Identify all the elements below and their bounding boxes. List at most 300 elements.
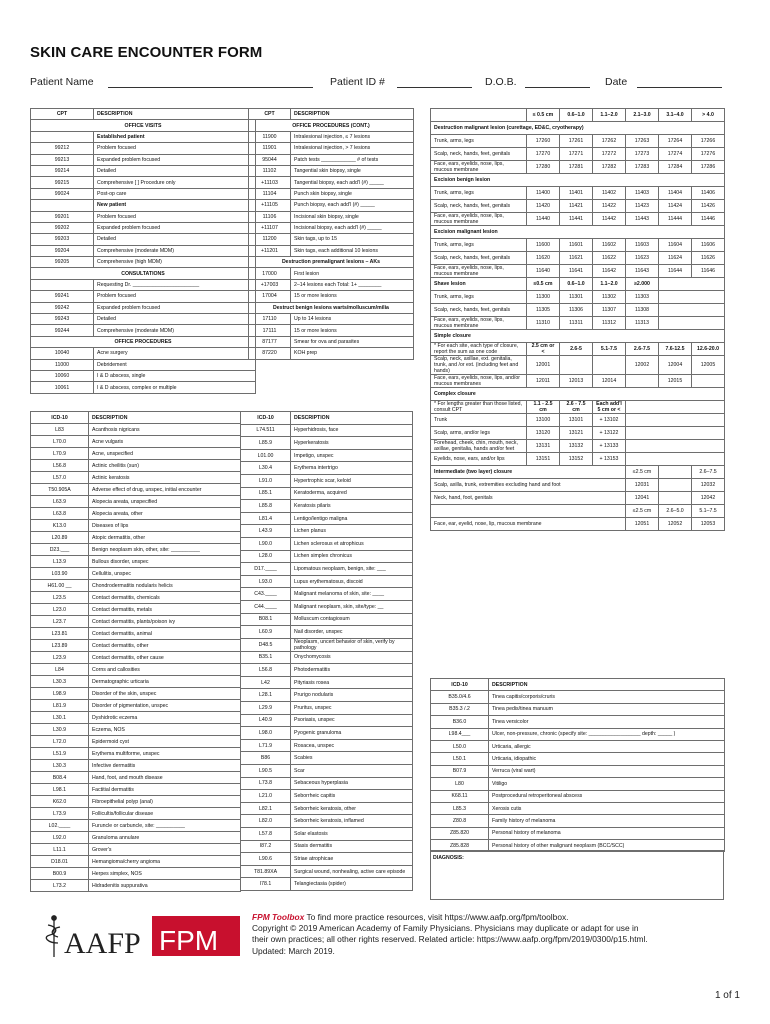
cpt-code: 11106: [249, 211, 291, 222]
cpt-description: Acne surgery: [94, 348, 256, 359]
section-heading: Shave lesion: [431, 278, 527, 291]
icd-description: Actinic cheilitis (sun): [89, 460, 241, 472]
icd-code: B00.9: [31, 868, 89, 880]
table-row: [249, 131, 414, 142]
table-row: [431, 356, 725, 375]
cpt-description: Tangential biopsy, each add'l (#) _____: [291, 177, 414, 188]
empty-cell: [659, 278, 725, 291]
icd-code: C43.____: [241, 588, 291, 601]
size-column-header: ≤2.5 cm: [626, 466, 659, 479]
table-row: [31, 796, 241, 808]
procedure-code: 13131: [527, 440, 560, 453]
icd-code: B35.1: [241, 651, 291, 664]
cpt-code: +11107: [249, 222, 291, 233]
size-column-header: 12.6-20.0: [692, 343, 725, 356]
icd-code: L20.89: [31, 532, 89, 544]
table-row: [31, 568, 241, 580]
procedure-code: 17286: [692, 161, 725, 174]
icd-code: D48.5: [241, 638, 291, 651]
icd-description: Solar elastosis: [291, 828, 413, 841]
size-column-header: Each add'l 5 cm or <: [593, 401, 626, 414]
icd-description: Pyogenic granuloma: [291, 727, 413, 740]
empty-cell: [659, 304, 725, 317]
table-row: [31, 302, 256, 313]
table-row: [431, 252, 725, 265]
note-text: * For each site, each type of closure, report the sum as one code: [431, 343, 527, 356]
table-row: [31, 580, 241, 592]
size-column-header: 0.6–1.0: [560, 278, 593, 291]
procedure-code: 11441: [560, 213, 593, 226]
icd-code: B35.3 /.2: [431, 703, 489, 715]
icd-code: L02.____: [31, 820, 89, 832]
table-row: [31, 844, 241, 856]
cpt-table-left: [30, 108, 256, 394]
section-heading: Intermediate (two layer) closure: [431, 466, 626, 479]
table-row: [241, 626, 413, 639]
icd-description: Malignant melanoma of skin, site: ____: [291, 588, 413, 601]
table-row: [31, 820, 241, 832]
table-row: [431, 239, 725, 252]
table-row: [31, 520, 241, 532]
procedure-code: 11604: [659, 239, 692, 252]
size-column-header: 2.1–3.0: [626, 109, 659, 122]
cpt-description: Requesting Dr. _______________________: [94, 279, 256, 290]
table-row: [431, 778, 725, 790]
table-row: [31, 382, 256, 393]
table-row: [431, 753, 725, 765]
table-row: [31, 234, 256, 245]
icd-code: B08.1: [241, 613, 291, 626]
icd-description: Alopecia areata, other: [89, 508, 241, 520]
procedure-code: 17273: [626, 148, 659, 161]
table-row: [241, 865, 413, 878]
procedure-code: 12032: [692, 479, 725, 492]
icd-description: Family history of melanoma: [489, 815, 725, 827]
table-row: [31, 314, 256, 325]
table-row: [31, 724, 241, 736]
table-row: [31, 268, 256, 279]
cpt-code: 99201: [31, 211, 94, 222]
procedure-code: [560, 356, 593, 375]
table-row: [431, 479, 725, 492]
icd-code: B36.0: [431, 716, 489, 728]
table-row: [241, 727, 413, 740]
procedure-code: 11422: [593, 200, 626, 213]
procedure-code: 11640: [527, 265, 560, 278]
table-row: [249, 188, 414, 199]
table-row: [31, 784, 241, 796]
table-row: [31, 748, 241, 760]
table-row: [249, 314, 414, 325]
procedure-code: 17260: [527, 135, 560, 148]
icd-code: L30.3: [31, 760, 89, 772]
section-heading: Destruct benign lesions warts/molluscum/milia: [249, 302, 414, 313]
procedure-code: 11313: [626, 317, 659, 330]
icd-description: Scar: [291, 765, 413, 778]
table-row: [431, 200, 725, 213]
icd-description: Acne vulgaris: [89, 436, 241, 448]
size-column-header: 1.1 - 2.5 cm: [527, 401, 560, 414]
cpt-description: 2–14 lesions each Total: 1+ ________: [291, 279, 414, 290]
icd-description: Stasis dermatitis: [291, 840, 413, 853]
procedure-code: + 13122: [593, 427, 626, 440]
table-row: [431, 135, 725, 148]
table-row: [431, 427, 725, 440]
cpt-code: 11900: [249, 131, 291, 142]
table-row: [31, 700, 241, 712]
cpt-code: 10061: [31, 382, 94, 393]
procedure-code: 12053: [692, 518, 725, 531]
table-row: [431, 790, 725, 802]
aafp-logo-text: AAFP: [64, 927, 141, 959]
table-row: [241, 537, 413, 550]
table-row: [241, 512, 413, 525]
icd-code: H61.00 __: [31, 580, 89, 592]
icd-description: Seborrheic keratosis, inflamed: [291, 815, 413, 828]
procedure-code: 11643: [626, 265, 659, 278]
table-row: [31, 279, 256, 290]
icd-code: L90.0: [241, 537, 291, 550]
procedure-code: [659, 492, 692, 505]
table-row: [431, 728, 725, 740]
cpt-description: Problem focused: [94, 143, 256, 154]
procedure-code: 12015: [659, 375, 692, 388]
procedure-code: 11400: [527, 187, 560, 200]
icd-code: L81.4: [241, 512, 291, 525]
cpt-code: 11102: [249, 165, 291, 176]
icd-code: B08.4: [31, 772, 89, 784]
table-row: [241, 474, 413, 487]
procedure-code: 17276: [692, 148, 725, 161]
icd-description: Urticaria, idiopathic: [489, 753, 725, 765]
icd-description: Urticaria, allergic: [489, 740, 725, 752]
icd-code: L74.511: [241, 424, 291, 437]
icd-code: T50.905A: [31, 484, 89, 496]
table-row: [31, 808, 241, 820]
cpt-code: 99024: [31, 188, 94, 199]
table-row: [31, 460, 241, 472]
table-row: [31, 868, 241, 880]
procedure-code: 12041: [626, 492, 659, 505]
procedure-code: 11621: [560, 252, 593, 265]
icd-code: L73.8: [241, 777, 291, 790]
table-row: [31, 760, 241, 772]
cpt-code: 99202: [31, 222, 94, 233]
cpt-description: Intralesional injection, ≤ 7 lesions: [291, 131, 414, 142]
cpt-code: 17000: [249, 268, 291, 279]
icd-description: Contact dermatitis, other cause: [89, 652, 241, 664]
fpm-logo-text: FPM: [159, 925, 219, 956]
icd-description: Diseases of lips: [89, 520, 241, 532]
size-column-header: 7.6-12.5: [659, 343, 692, 356]
table-row: [241, 525, 413, 538]
table-row: [249, 279, 414, 290]
procedure-code: 17284: [659, 161, 692, 174]
icd-code: L30.1: [31, 712, 89, 724]
cpt-code: 11000: [31, 359, 94, 370]
diagnosis-box[interactable]: [430, 850, 724, 900]
icd-header: ICD-10: [31, 412, 89, 424]
icd-code: L23.7: [31, 616, 89, 628]
table-row: [241, 651, 413, 664]
procedure-code: 11426: [692, 200, 725, 213]
table-row: [31, 664, 241, 676]
procedure-code: 11442: [593, 213, 626, 226]
icd-code: L40.9: [241, 714, 291, 727]
icd-description: Photodermatitis: [291, 664, 413, 677]
size-column-header: 1.1–2.0: [593, 109, 626, 122]
icd-code: L72.0: [31, 736, 89, 748]
icd-description: Adverse effect of drug, unspec, initial encounter: [89, 484, 241, 496]
procedure-code: 12004: [659, 356, 692, 375]
cpt-description: Punch biopsy, each add'l (#) _____: [291, 200, 414, 211]
table-row: [249, 302, 414, 313]
table-row: [31, 880, 241, 892]
cpt-code: [31, 279, 94, 290]
empty-cell: [626, 440, 725, 453]
icd-description: Personal history of melanoma: [489, 827, 725, 839]
icd-code: B07.9: [431, 765, 489, 777]
icd-code: L70.9: [31, 448, 89, 460]
cpt-code: 17004: [249, 291, 291, 302]
table-row: [249, 234, 414, 245]
table-row: [249, 245, 414, 256]
cpt-code: 99213: [31, 154, 94, 165]
table-row: [31, 772, 241, 784]
cpt-code: 87220: [249, 348, 291, 359]
table-row: [241, 550, 413, 563]
icd-description: Contact dermatitis, metals: [89, 604, 241, 616]
table-row: [431, 703, 725, 715]
cpt-description: Patch tests ____________ # of tests: [291, 154, 414, 165]
patient-name-field[interactable]: [108, 87, 313, 88]
table-row: [431, 414, 725, 427]
cpt-description: First lesion: [291, 268, 414, 279]
procedure-code: 11402: [593, 187, 626, 200]
icd-table-right: [430, 678, 725, 852]
cpt-description: I & D abscess, single: [94, 370, 256, 381]
patient-id-field[interactable]: [397, 87, 472, 88]
icd-code: L85.3: [431, 802, 489, 814]
cpt-description: Problem focused: [94, 291, 256, 302]
table-row: [31, 359, 256, 370]
icd-description: Follicultis/follicular disease: [89, 808, 241, 820]
table-row: [431, 815, 725, 827]
table-row: [241, 714, 413, 727]
icd-code: L30.9: [31, 724, 89, 736]
table-row: [31, 200, 256, 211]
procedure-code: 13132: [560, 440, 593, 453]
size-column-header: 2.6-5: [560, 343, 593, 356]
icd-code: Z85.820: [431, 827, 489, 839]
icd-code: L85.9: [241, 437, 291, 450]
note-text: * For lengths greater than those listed, consult CPT: [431, 401, 527, 414]
table-row: [431, 388, 725, 401]
cpt-description: KOH prep: [291, 348, 414, 359]
cpt-code: 99243: [31, 314, 94, 325]
cpt-description: Up to 14 lesions: [291, 314, 414, 325]
procedure-code: 17263: [626, 135, 659, 148]
cpt-code: 99241: [31, 291, 94, 302]
procedure-code: 11606: [692, 239, 725, 252]
icd-code: L03.90: [31, 568, 89, 580]
icd-description: Eczema, NOS: [89, 724, 241, 736]
procedure-code: 12042: [692, 492, 725, 505]
icd-description: Malignant neoplasm, skin, site/type: __: [291, 600, 413, 613]
procedure-code: 12052: [659, 518, 692, 531]
icd-description: Nail disorder, unspec: [291, 626, 413, 639]
procedure-code: 12011: [527, 375, 560, 388]
empty-cell: [431, 109, 527, 122]
icd-code: L80: [431, 778, 489, 790]
icd-code: D17.____: [241, 563, 291, 576]
icd-description: Epidermoid cyst: [89, 736, 241, 748]
site-label: Neck, hand, foot, genitals: [431, 492, 626, 505]
icd-description: Disorder of pigmentation, unspec: [89, 700, 241, 712]
icd-code: K68.11: [431, 790, 489, 802]
table-row: [249, 165, 414, 176]
table-row: [431, 765, 725, 777]
procedure-code: 11626: [692, 252, 725, 265]
size-column-header: ≤ 0.5 cm: [527, 109, 560, 122]
cpt-code: 95044: [249, 154, 291, 165]
table-row: [431, 453, 725, 466]
cpt-table-middle: [248, 108, 414, 360]
procedure-code: 17281: [560, 161, 593, 174]
icd-description: Pityriasis rosea: [291, 676, 413, 689]
icd-description: Hypertrophic scar, keloid: [291, 474, 413, 487]
cpt-description: Established patient: [94, 131, 256, 142]
dob-field[interactable]: [525, 87, 590, 88]
icd-description: Contact dermatitis, plants/poison ivy: [89, 616, 241, 628]
table-row: [249, 348, 414, 359]
icd-code: L90.5: [241, 765, 291, 778]
description-header: DESCRIPTION: [94, 109, 256, 120]
procedure-code: 11307: [593, 304, 626, 317]
icd-description: Lichen sclerosus et atrophicus: [291, 537, 413, 550]
icd-description: Lipomatous neoplasm, benign, site: ___: [291, 563, 413, 576]
size-column-header: [659, 466, 692, 479]
icd-code: L85.1: [241, 487, 291, 500]
icd-code: L42: [241, 676, 291, 689]
icd-description: Verruca (viral wart): [489, 765, 725, 777]
icd-description: Granuloma annulare: [89, 832, 241, 844]
table-row: [431, 265, 725, 278]
icd-description: Factitial dermatitis: [89, 784, 241, 796]
table-row: [431, 827, 725, 839]
cpt-description: 15 or more lesions: [291, 325, 414, 336]
table-row: [31, 211, 256, 222]
table-row: [431, 691, 725, 703]
icd-description: Fibroepithelial polyp (anal): [89, 796, 241, 808]
table-row: [249, 120, 414, 131]
table-row: [31, 736, 241, 748]
table-row: [241, 487, 413, 500]
table-row: [31, 257, 256, 268]
icd-description: Neoplasm, uncert behavior of skin, verify by pathology: [291, 638, 413, 651]
size-column-header: 0.6–1.0: [560, 109, 593, 122]
table-row: [431, 330, 725, 343]
table-row: [31, 348, 256, 359]
icd-code: L30.4: [241, 462, 291, 475]
procedure-code: 11642: [593, 265, 626, 278]
table-row: [31, 688, 241, 700]
icd-code: B86: [241, 752, 291, 765]
table-row: [241, 449, 413, 462]
procedures-size-table: [430, 108, 725, 531]
table-row: [31, 856, 241, 868]
empty-cell: [626, 401, 725, 414]
cpt-code: 99205: [31, 257, 94, 268]
site-label: Scalp, neck, axillae, ext. genitalia, trunk, and /or ext. (including feet and hands): [431, 356, 527, 375]
icd-code: I87.2: [241, 840, 291, 853]
table-row: [31, 165, 256, 176]
table-row: [31, 556, 241, 568]
cpt-description: Comprehensive (moderate MDM): [94, 245, 256, 256]
procedure-code: 11622: [593, 252, 626, 265]
icd-description: Bullous disorder, unspec: [89, 556, 241, 568]
description-header: DESCRIPTION: [489, 679, 725, 691]
table-row: [431, 505, 725, 518]
procedure-code: [659, 479, 692, 492]
date-label: Date: [605, 76, 628, 88]
icd-header: ICD-10: [431, 679, 489, 691]
icd-description: Scabies: [291, 752, 413, 765]
icd-code: L91.0: [241, 474, 291, 487]
icd-code: C44.____: [241, 600, 291, 613]
icd-description: Contact dermatitis, animal: [89, 628, 241, 640]
procedure-code: 11421: [560, 200, 593, 213]
icd-code: L70.0: [31, 436, 89, 448]
caduceus-icon: [46, 916, 60, 957]
icd-code: L30.3: [31, 676, 89, 688]
cpt-code: +17003: [249, 279, 291, 290]
section-heading: OFFICE PROCEDURES (CONT.): [249, 120, 414, 131]
procedure-code: 12001: [527, 356, 560, 375]
table-row: [431, 802, 725, 814]
section-heading: OFFICE PROCEDURES: [31, 336, 256, 347]
section-heading: Simple closure: [431, 330, 725, 343]
site-label: Trunk, arms, legs: [431, 135, 527, 148]
table-row: [31, 131, 256, 142]
table-row: [431, 466, 725, 479]
icd-description: Disorder of the skin, unspec: [89, 688, 241, 700]
icd-code: L43.9: [241, 525, 291, 538]
procedure-code: 11404: [659, 187, 692, 200]
cpt-description: Expanded problem focused: [94, 154, 256, 165]
related-article-line[interactable]: their own practices; all other rights reserved. Related article: https://www.aafp.org/fpm/2019/0300/p15.html.: [252, 934, 648, 945]
table-row: [31, 640, 241, 652]
table-row: [241, 765, 413, 778]
cpt-description: Skin tags, each additional 10 lesions: [291, 245, 414, 256]
icd-code: L60.9: [241, 626, 291, 639]
icd-description: Hyperhidrosis, face: [291, 424, 413, 437]
procedure-code: 11305: [527, 304, 560, 317]
procedure-code: 11443: [626, 213, 659, 226]
table-row: [241, 777, 413, 790]
toolbox-line[interactable]: To find more practice resources, visit https://www.aafp.org/fpm/toolbox.: [304, 912, 569, 922]
icd-code: L98.9: [31, 688, 89, 700]
cpt-description: Debridement: [94, 359, 256, 370]
icd-header: ICD-10: [241, 412, 291, 425]
site-label: Trunk, arms, legs: [431, 239, 527, 252]
table-row: [31, 652, 241, 664]
icd-description: Acne, unspecified: [89, 448, 241, 460]
date-field[interactable]: [637, 87, 722, 88]
procedure-code: 11624: [659, 252, 692, 265]
procedure-code: 11603: [626, 239, 659, 252]
cpt-description: Comprehensive [ ] Procedure only: [94, 177, 256, 188]
